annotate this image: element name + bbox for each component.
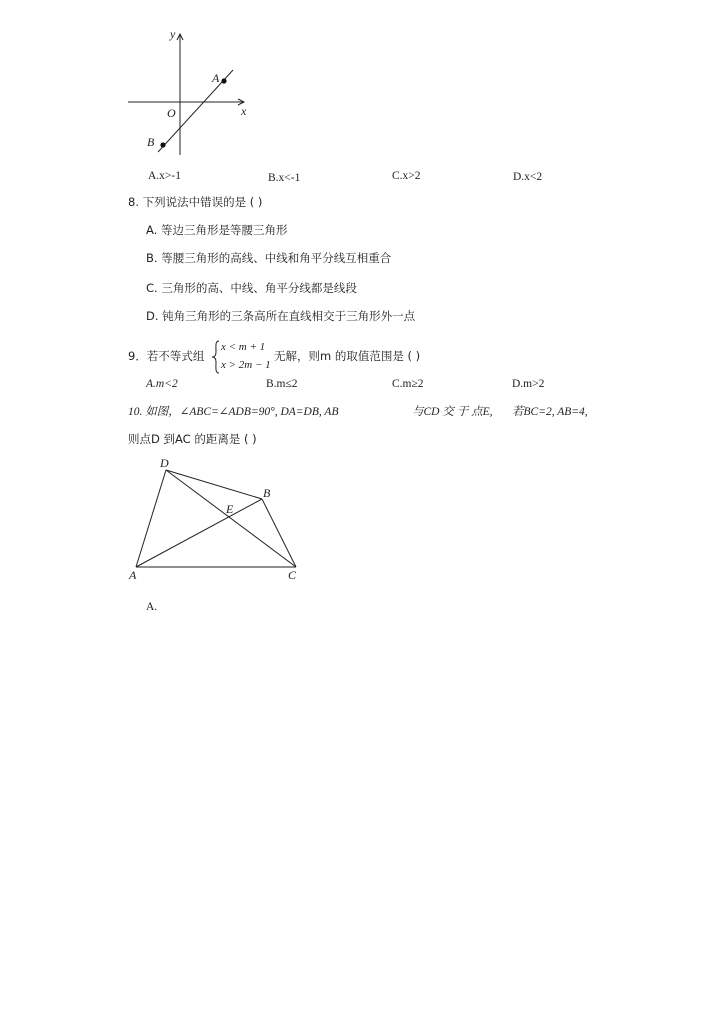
q7-option-c: C.x>2 bbox=[392, 170, 421, 182]
q8-option-d: D. 钝角三角形的三条高所在直线相交于三角形外一点 bbox=[146, 309, 416, 323]
inequality-line-2: x > 2m − 1 bbox=[221, 359, 271, 371]
point-a bbox=[221, 78, 226, 83]
q7-option-b: B.x<-1 bbox=[268, 172, 301, 184]
q8-option-a: A. 等边三角形是等腰三角形 bbox=[146, 223, 288, 237]
q7-option-d: D.x<2 bbox=[513, 171, 543, 183]
geometry-figure bbox=[126, 456, 311, 586]
point-a-label: A bbox=[129, 568, 137, 582]
inequality-line-1: x < m + 1 bbox=[221, 341, 266, 353]
q9-option-d: D.m>2 bbox=[512, 378, 545, 390]
q10-stem-part1: 10. 如图，∠ABC=∠ADB=90°, DA=DB, AB bbox=[128, 406, 339, 418]
y-axis-label: y bbox=[170, 27, 176, 41]
point-a-label: A bbox=[212, 71, 220, 85]
segment-ad bbox=[136, 470, 166, 567]
point-d-label: D bbox=[160, 456, 169, 470]
q9-stem-suffix: 无解，则m 的取值范围是 ( ) bbox=[274, 349, 421, 363]
q10-option-a: A. bbox=[146, 601, 158, 613]
q8-stem: 8. 下列说法中错误的是 ( ) bbox=[128, 195, 263, 209]
point-c-label: C bbox=[288, 568, 297, 582]
point-e-label: E bbox=[226, 502, 234, 516]
q10-stem-part2: 与CD 交 于 点E, bbox=[412, 406, 493, 418]
q9-stem-prefix: 9．若不等式组 bbox=[128, 349, 205, 363]
segment-dc bbox=[166, 470, 296, 567]
q9-option-c: C.m≥2 bbox=[392, 378, 424, 390]
coordinate-graph-figure bbox=[120, 22, 260, 162]
q9-option-a: A.m<2 bbox=[146, 378, 178, 390]
inequality-system-brace bbox=[211, 340, 221, 374]
q9-option-b: B.m≤2 bbox=[266, 378, 298, 390]
q8-option-c: C. 三角形的高、中线、角平分线都是线段 bbox=[146, 281, 357, 295]
q8-option-b: B. 等腰三角形的高线、中线和角平分线互相重合 bbox=[146, 251, 392, 265]
segment-db bbox=[166, 470, 262, 499]
origin-label: O bbox=[167, 106, 176, 120]
x-axis-label: x bbox=[241, 104, 247, 118]
q7-option-a: A.x>-1 bbox=[148, 170, 181, 182]
q10-stem-part3: 若BC=2, AB=4, bbox=[512, 406, 588, 418]
q10-stem-line2: 则点D 到AC 的距离是 ( ) bbox=[128, 432, 257, 446]
segment-bc bbox=[262, 499, 296, 567]
point-b bbox=[160, 142, 165, 147]
point-b-label: B bbox=[147, 135, 155, 149]
segment-ab bbox=[136, 499, 262, 567]
point-b-label: B bbox=[263, 486, 271, 500]
